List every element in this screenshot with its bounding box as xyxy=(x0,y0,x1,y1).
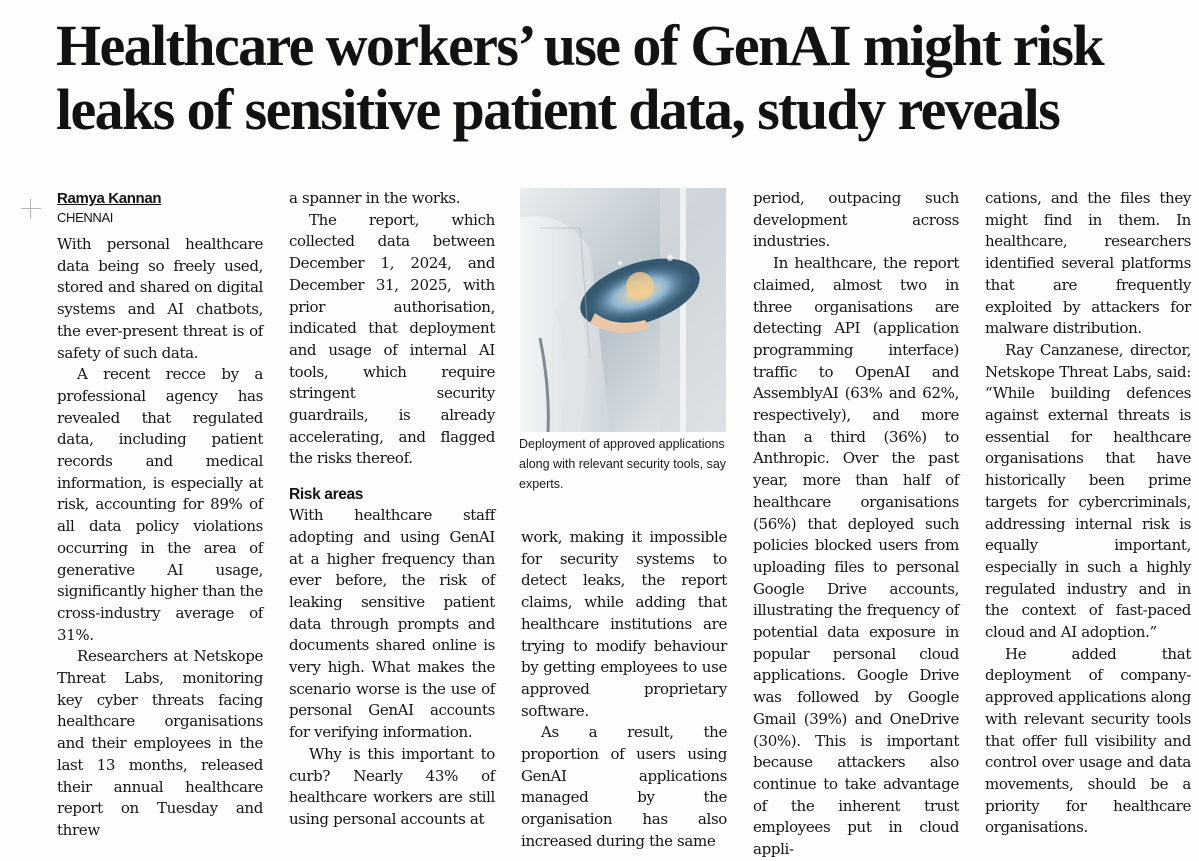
photo-caption: Deployment of approved applications along with relevant security tools, say experts. xyxy=(519,437,727,491)
article-column-4 xyxy=(753,188,959,861)
doctor-tablet-illustration xyxy=(520,188,726,432)
paragraph: work, making it impossible for security systems to detect leaks, the report claims, while adding that healthcare institutions are trying to modify behaviour by getting employees to use approved proprietary software. xyxy=(521,528,727,720)
paragraph: Why is this important to curb? Nearly 43% of healthcare workers are still using personal accounts at xyxy=(289,744,495,828)
paragraph: With healthcare staff adopting and using GenAI at a higher frequency than ever before, the risk of leaking sensitive patient data through prompts and documents shared online is very high. What makes the scenario worse is the use of personal GenAI accounts for verifying information. xyxy=(289,506,495,742)
article-column-3 xyxy=(521,527,727,853)
paragraph: As a result, the proportion of users using GenAI applications managed by the organisation has also increased during the same xyxy=(521,723,727,850)
headline-line-1: Healthcare workers’ use of GenAI might risk xyxy=(56,13,1104,78)
paragraph: Researchers at Netskope Threat Labs, monitoring key cyber threats facing healthcare organisations and their employees in the last 13 months, released their annual healthcare report on Tuesday and threw xyxy=(57,647,263,839)
article-column-1 xyxy=(57,188,263,842)
paragraph: A recent recce by a professional agency has revealed that regulated data, including patient records and medical information, is especially at risk, accounting for 89% of all data policy violations occurring in the area of generative AI usage, significantly higher than the cross-industry average of 31%. xyxy=(57,365,263,644)
paragraph: In healthcare, the report claimed, almost two in three organisations are detecting API (application programming interface) traffic to OpenAI and AssemblyAI (63% and 62%, respectively), and more than a third (36%) to Anthropic. Over the past year, more than half of healthcare organisations (56%) that deployed such policies blocked users from uploading files to personal Google Drive accounts, illustrating the frequency of potential data exposure in popular personal cloud applications. Google Drive was followed by Google Gmail (39%) and OneDrive (30%). This is important because attackers also continue to take advantage of the inherent trust employees put in cloud appli- xyxy=(753,254,959,859)
subhead-risk-areas: Risk areas xyxy=(289,486,364,504)
paragraph: cations, and the files they might find in them. In healthcare, researchers identified several platforms that are frequently exploited by attackers for malware distribution. xyxy=(985,189,1191,338)
crop-mark-icon xyxy=(21,199,41,219)
paragraph: Ray Canzanese, director, Netskope Threat Labs, said: “While building defences against external threats is essential for healthcare organisations that have historically been prime targets for cybercriminals, addressing internal risk is equally important, especially in such a highly regulated industry and in the context of fast-paced cloud and AI adoption.” xyxy=(985,340,1191,642)
paragraph: With personal healthcare data being so freely used, stored and shared on digital systems and AI chatbots, the ever-present threat is of safety of such data. xyxy=(57,235,263,362)
dateline: CHENNAI xyxy=(57,210,114,225)
headline xyxy=(56,14,1186,142)
article-column-5 xyxy=(985,188,1191,839)
article-column-2 xyxy=(289,188,495,831)
paragraph: The report, which collected data between December 1, 2024, and December 31, 2025, with prior authorisation, indicated that deployment and usage of internal AI tools, which require stringent security guardrails, is already accelerating, and flagged the risks thereof. xyxy=(289,210,495,468)
headline-line-2: leaks of sensitive patient data, study reveals xyxy=(56,77,1060,142)
paragraph: period, outpacing such development across industries. xyxy=(753,189,959,251)
paragraph: a spanner in the works. xyxy=(289,189,461,207)
byline-author[interactable]: Ramya Kannan xyxy=(57,190,162,207)
paragraph: He added that deployment of company-approved applications along with relevant security tools that offer full visibility and control over usage and data movements, should be a priority for healthcare organisations. xyxy=(985,644,1191,837)
article-photo xyxy=(520,188,726,432)
